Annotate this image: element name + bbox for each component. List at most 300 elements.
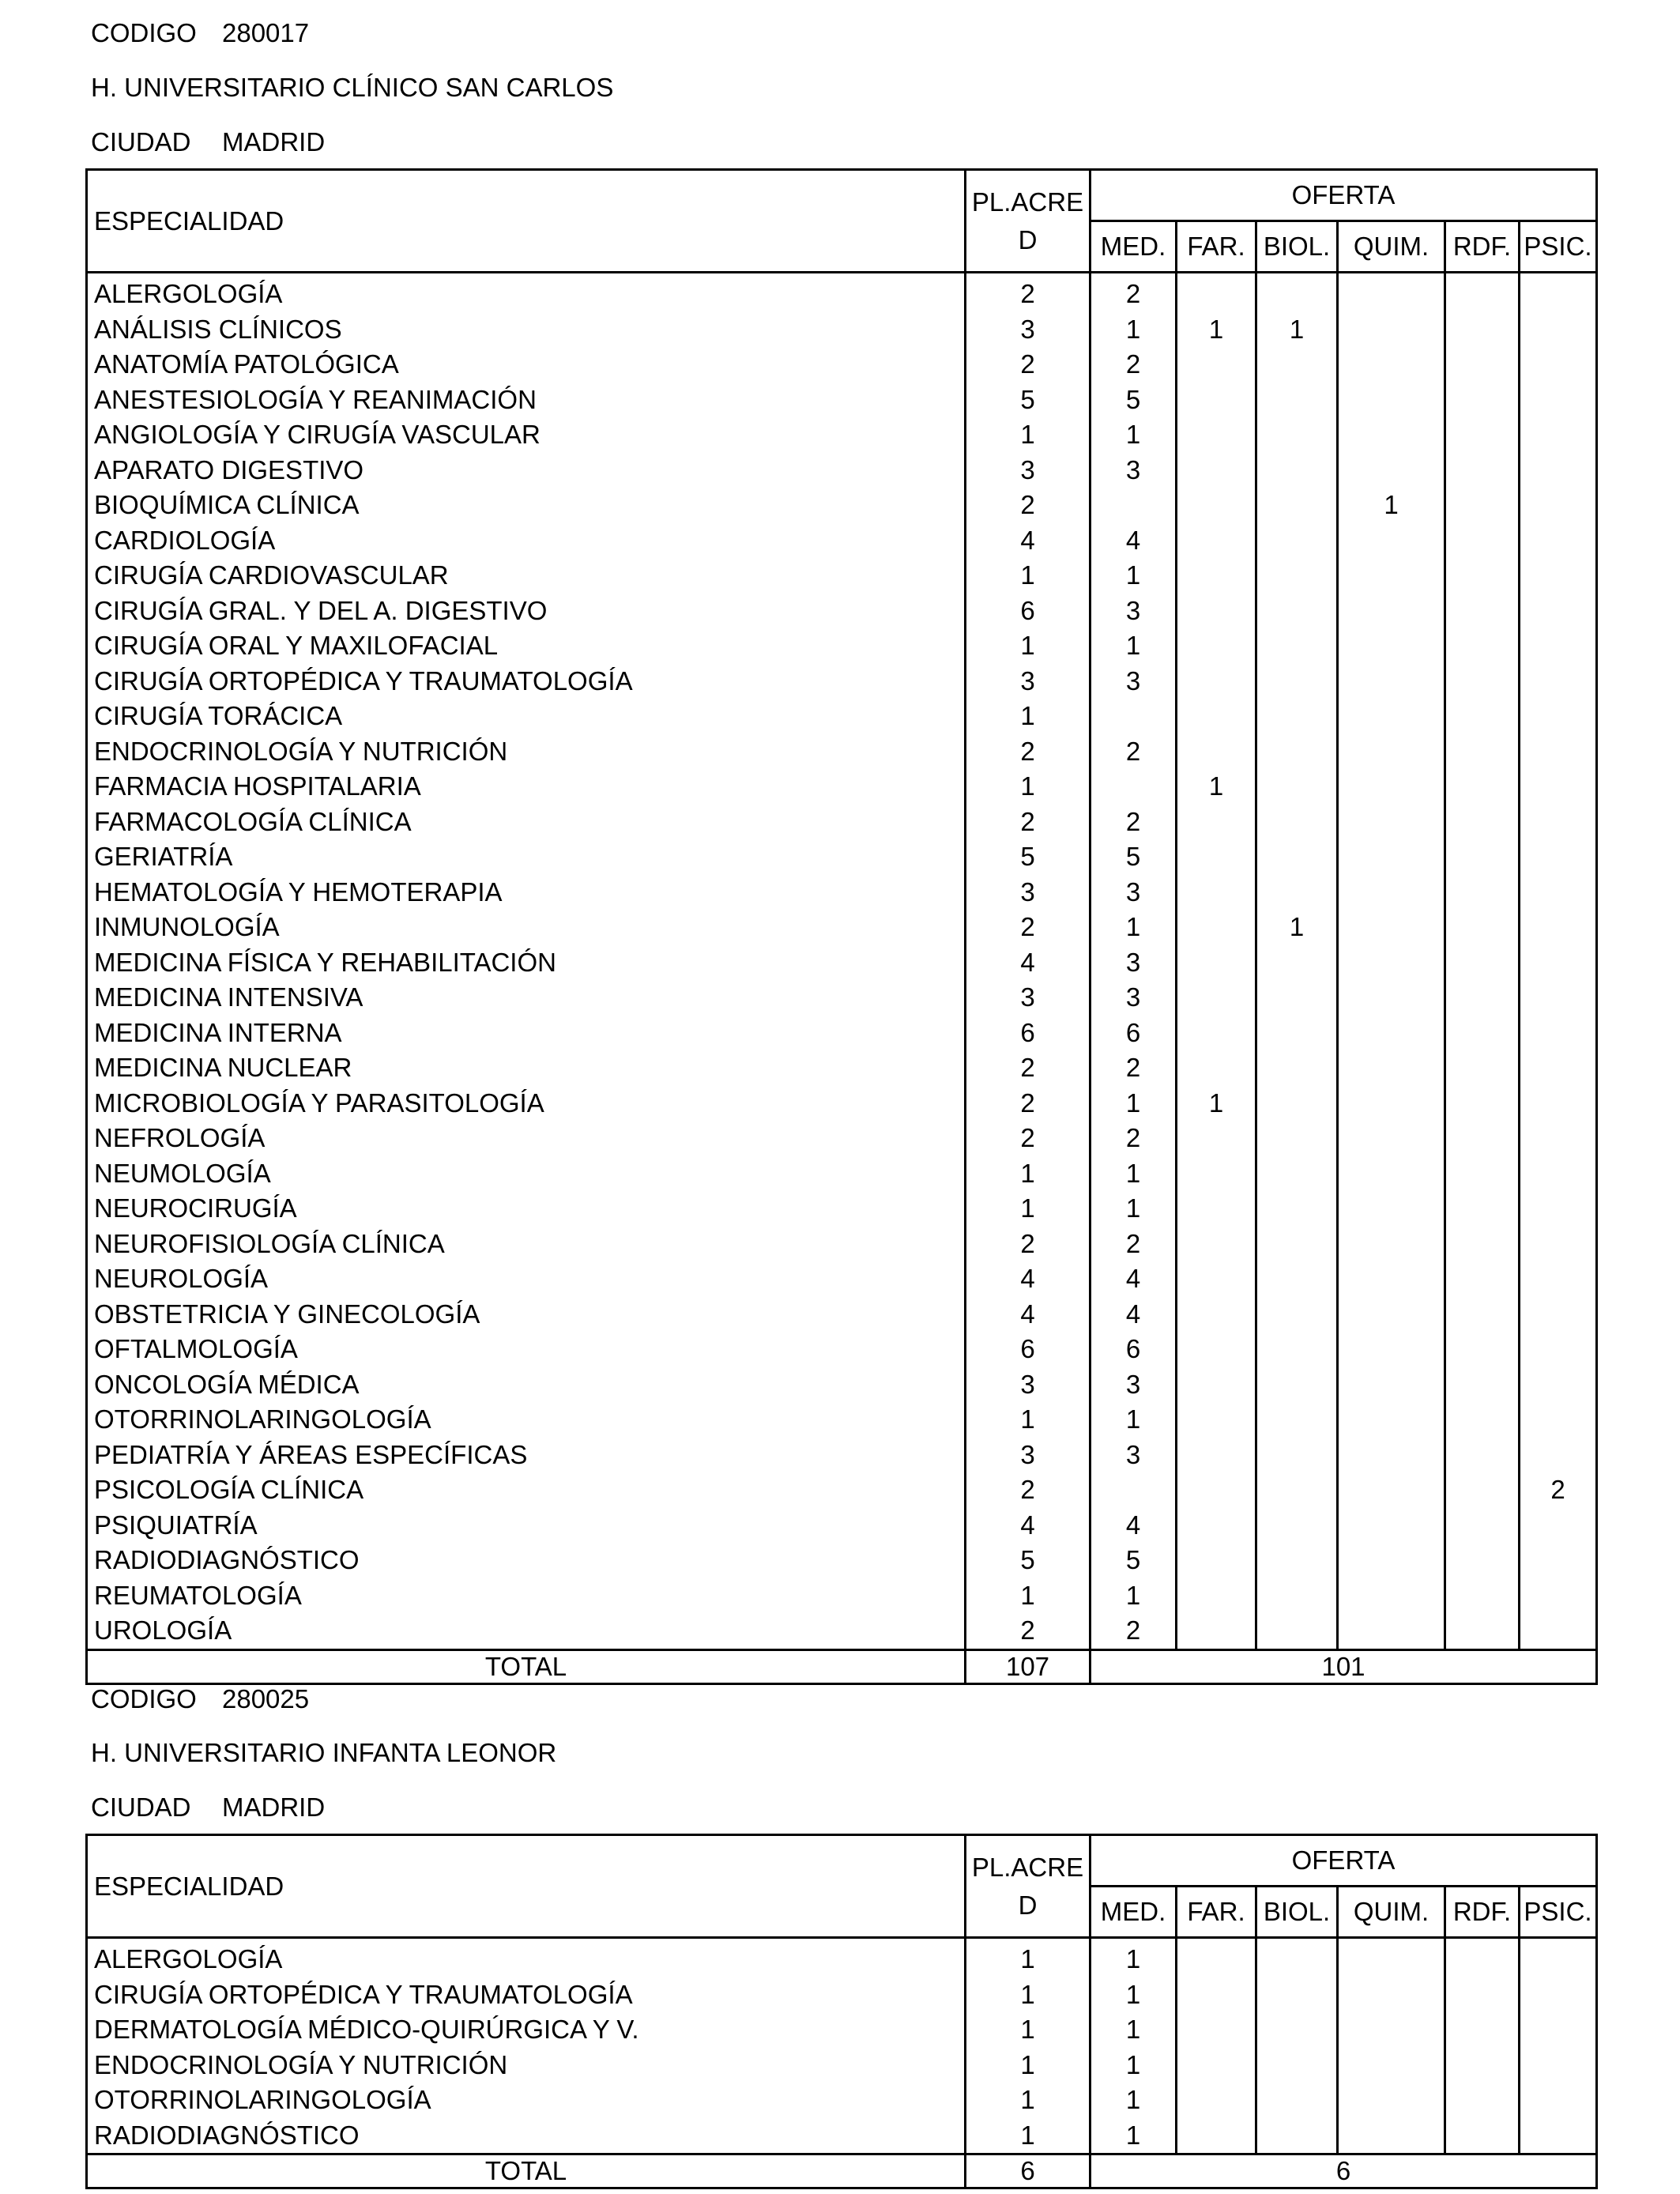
cell-rdf (1445, 769, 1520, 805)
cell-rdf (1445, 1543, 1520, 1578)
table-row (87, 2012, 1597, 2048)
cell-psic (1520, 558, 1597, 594)
cell-rdf (1445, 347, 1520, 383)
cell-especialidad: OFTALMOLOGÍA (87, 1332, 966, 1367)
cell-quim (1338, 417, 1445, 453)
ciudad-value: MADRID (222, 127, 326, 156)
table-row (87, 1402, 1597, 1438)
cell-psic (1520, 594, 1597, 629)
cell-quim (1338, 2012, 1445, 2048)
cell-psic (1520, 1613, 1597, 1649)
cell-placred: 1 (966, 2118, 1090, 2154)
cell-far (1177, 875, 1256, 910)
cell-especialidad: ENDOCRINOLOGÍA Y NUTRICIÓN (87, 2048, 966, 2083)
cell-rdf (1445, 594, 1520, 629)
cell-quim (1338, 2083, 1445, 2118)
cell-placred: 2 (966, 805, 1090, 840)
cell-psic (1520, 1938, 1597, 1977)
cell-rdf (1445, 312, 1520, 348)
cell-rdf (1445, 1367, 1520, 1403)
cell-med: 5 (1090, 383, 1177, 418)
cell-far (1177, 417, 1256, 453)
cell-placred: 6 (966, 1332, 1090, 1367)
cell-rdf (1445, 273, 1520, 312)
cell-far (1177, 1613, 1256, 1649)
table-row (87, 805, 1597, 840)
codigo-value: 280017 (222, 18, 310, 47)
cell-med: 3 (1090, 1367, 1177, 1403)
cell-especialidad: CIRUGÍA GRAL. Y DEL A. DIGESTIVO (87, 594, 966, 629)
cell-placred: 1 (966, 558, 1090, 594)
cell-placred: 1 (966, 2083, 1090, 2118)
header-biol: BIOL. (1256, 221, 1338, 273)
cell-placred: 2 (966, 734, 1090, 770)
cell-placred: 4 (966, 523, 1090, 559)
specialty-table (85, 1834, 1598, 2189)
cell-especialidad: CIRUGÍA TORÁCICA (87, 699, 966, 734)
cell-placred: 3 (966, 1367, 1090, 1403)
header-placred (966, 170, 1090, 273)
cell-placred: 5 (966, 383, 1090, 418)
cell-far (1177, 1402, 1256, 1438)
header-biol: BIOL. (1256, 1887, 1338, 1938)
header-placred-line1: PL.ACRE (971, 187, 1084, 217)
cell-far (1177, 523, 1256, 559)
cell-quim (1338, 699, 1445, 734)
cell-especialidad: GERIATRÍA (87, 839, 966, 875)
cell-quim (1338, 734, 1445, 770)
cell-quim (1338, 453, 1445, 488)
cell-placred: 3 (966, 980, 1090, 1016)
cell-med: 2 (1090, 273, 1177, 312)
cell-especialidad: REUMATOLOGÍA (87, 1578, 966, 1614)
cell-especialidad: PSICOLOGÍA CLÍNICA (87, 1472, 966, 1508)
cell-far (1177, 1938, 1256, 1977)
cell-rdf (1445, 1438, 1520, 1473)
cell-far (1177, 1332, 1256, 1367)
cell-especialidad: CARDIOLOGÍA (87, 523, 966, 559)
cell-quim (1338, 875, 1445, 910)
table-row (87, 699, 1597, 734)
cell-med: 5 (1090, 839, 1177, 875)
cell-med: 4 (1090, 523, 1177, 559)
cell-especialidad: ALERGOLOGÍA (87, 273, 966, 312)
cell-especialidad: APARATO DIGESTIVO (87, 453, 966, 488)
cell-med: 1 (1090, 1977, 1177, 2013)
cell-psic (1520, 2048, 1597, 2083)
cell-placred: 2 (966, 1613, 1090, 1649)
cell-far (1177, 980, 1256, 1016)
header-especialidad: ESPECIALIDAD (87, 170, 966, 273)
header-med: MED. (1090, 1887, 1177, 1938)
cell-placred: 2 (966, 1086, 1090, 1122)
cell-especialidad: CIRUGÍA CARDIOVASCULAR (87, 558, 966, 594)
cell-quim (1338, 1227, 1445, 1262)
cell-psic (1520, 1543, 1597, 1578)
cell-biol (1256, 980, 1338, 1016)
cell-especialidad: NEUROCIRUGÍA (87, 1191, 966, 1227)
cell-quim (1338, 1438, 1445, 1473)
cell-quim (1338, 1261, 1445, 1297)
cell-rdf (1445, 1191, 1520, 1227)
cell-quim (1338, 558, 1445, 594)
cell-psic (1520, 769, 1597, 805)
codigo-line (91, 13, 309, 53)
cell-quim (1338, 1578, 1445, 1614)
ciudad-line (91, 123, 325, 162)
cell-rdf (1445, 1613, 1520, 1649)
cell-especialidad: MICROBIOLOGÍA Y PARASITOLOGÍA (87, 1086, 966, 1122)
cell-rdf (1445, 1156, 1520, 1192)
cell-far (1177, 347, 1256, 383)
cell-quim: 1 (1338, 488, 1445, 523)
cell-psic (1520, 1578, 1597, 1614)
cell-psic (1520, 699, 1597, 734)
table-header (87, 170, 1597, 273)
cell-rdf (1445, 488, 1520, 523)
cell-biol (1256, 734, 1338, 770)
cell-placred: 1 (966, 699, 1090, 734)
cell-psic: 2 (1520, 1472, 1597, 1508)
cell-rdf (1445, 910, 1520, 945)
cell-med: 1 (1090, 312, 1177, 348)
cell-med: 2 (1090, 1613, 1177, 1649)
cell-placred: 3 (966, 312, 1090, 348)
cell-med: 1 (1090, 2012, 1177, 2048)
cell-biol (1256, 1050, 1338, 1086)
header-rdf: RDF. (1445, 221, 1520, 273)
cell-quim (1338, 1402, 1445, 1438)
cell-placred: 1 (966, 1578, 1090, 1614)
table-row (87, 1261, 1597, 1297)
cell-psic (1520, 523, 1597, 559)
cell-placred: 6 (966, 1016, 1090, 1051)
cell-med: 1 (1090, 1938, 1177, 1977)
cell-placred: 2 (966, 488, 1090, 523)
cell-rdf (1445, 1227, 1520, 1262)
cell-rdf (1445, 1016, 1520, 1051)
table-row (87, 664, 1597, 699)
cell-far (1177, 734, 1256, 770)
cell-biol (1256, 1086, 1338, 1122)
cell-biol (1256, 1508, 1338, 1544)
table-row (87, 312, 1597, 348)
table-row (87, 2118, 1597, 2154)
cell-quim (1338, 1938, 1445, 1977)
cell-especialidad: MEDICINA INTERNA (87, 1016, 966, 1051)
cell-far (1177, 453, 1256, 488)
cell-far (1177, 1367, 1256, 1403)
cell-biol (1256, 945, 1338, 981)
cell-quim (1338, 2048, 1445, 2083)
cell-placred: 4 (966, 1297, 1090, 1333)
ciudad-label: CIUDAD (91, 1793, 191, 1822)
cell-med: 2 (1090, 805, 1177, 840)
cell-rdf (1445, 805, 1520, 840)
cell-biol (1256, 1156, 1338, 1192)
cell-med: 3 (1090, 594, 1177, 629)
cell-rdf (1445, 1050, 1520, 1086)
table-row (87, 628, 1597, 664)
cell-biol (1256, 628, 1338, 664)
cell-quim (1338, 1050, 1445, 1086)
cell-biol (1256, 1261, 1338, 1297)
cell-psic (1520, 980, 1597, 1016)
cell-biol (1256, 664, 1338, 699)
cell-far: 1 (1177, 769, 1256, 805)
cell-biol (1256, 1613, 1338, 1649)
cell-especialidad: HEMATOLOGÍA Y HEMOTERAPIA (87, 875, 966, 910)
cell-quim (1338, 1543, 1445, 1578)
cell-psic (1520, 1191, 1597, 1227)
cell-med: 1 (1090, 558, 1177, 594)
table-row (87, 1508, 1597, 1544)
cell-quim (1338, 2118, 1445, 2154)
table-header (87, 1835, 1597, 1938)
table-row (87, 839, 1597, 875)
cell-quim (1338, 273, 1445, 312)
cell-rdf (1445, 2012, 1520, 2048)
cell-quim (1338, 1508, 1445, 1544)
cell-quim (1338, 594, 1445, 629)
cell-psic (1520, 734, 1597, 770)
cell-med: 3 (1090, 453, 1177, 488)
ciudad-line (91, 1788, 325, 1827)
table-row (87, 1472, 1597, 1508)
cell-biol (1256, 1297, 1338, 1333)
table-row (87, 1086, 1597, 1122)
cell-far (1177, 1121, 1256, 1156)
cell-med: 6 (1090, 1332, 1177, 1367)
cell-biol: 1 (1256, 910, 1338, 945)
cell-far (1177, 699, 1256, 734)
cell-placred: 2 (966, 1050, 1090, 1086)
cell-especialidad: MEDICINA INTENSIVA (87, 980, 966, 1016)
cell-psic (1520, 1402, 1597, 1438)
cell-biol (1256, 1472, 1338, 1508)
cell-psic (1520, 347, 1597, 383)
cell-quim (1338, 1977, 1445, 2013)
cell-far (1177, 2118, 1256, 2154)
cell-biol (1256, 839, 1338, 875)
cell-placred: 3 (966, 1438, 1090, 1473)
cell-rdf (1445, 1121, 1520, 1156)
table-row (87, 1050, 1597, 1086)
cell-far (1177, 839, 1256, 875)
table-row (87, 980, 1597, 1016)
cell-far (1177, 383, 1256, 418)
cell-placred: 1 (966, 417, 1090, 453)
cell-psic (1520, 1977, 1597, 2013)
cell-med: 1 (1090, 1086, 1177, 1122)
cell-placred: 2 (966, 1227, 1090, 1262)
cell-especialidad: ENDOCRINOLOGÍA Y NUTRICIÓN (87, 734, 966, 770)
cell-especialidad: MEDICINA NUCLEAR (87, 1050, 966, 1086)
cell-psic (1520, 312, 1597, 348)
table-row (87, 1227, 1597, 1262)
table-row (87, 594, 1597, 629)
cell-biol (1256, 769, 1338, 805)
cell-placred: 4 (966, 1261, 1090, 1297)
table-row (87, 1297, 1597, 1333)
cell-med: 5 (1090, 1543, 1177, 1578)
cell-quim (1338, 664, 1445, 699)
cell-biol (1256, 273, 1338, 312)
cell-biol (1256, 417, 1338, 453)
table-row (87, 273, 1597, 312)
total-oferta: 6 (1090, 2154, 1597, 2188)
cell-especialidad: CIRUGÍA ORAL Y MAXILOFACIAL (87, 628, 966, 664)
cell-quim (1338, 1332, 1445, 1367)
cell-biol (1256, 594, 1338, 629)
cell-especialidad: ANÁLISIS CLÍNICOS (87, 312, 966, 348)
cell-far (1177, 1191, 1256, 1227)
cell-quim (1338, 1121, 1445, 1156)
cell-especialidad: FARMACIA HOSPITALARIA (87, 769, 966, 805)
cell-med: 1 (1090, 1578, 1177, 1614)
cell-rdf (1445, 664, 1520, 699)
cell-far (1177, 488, 1256, 523)
header-placred-line1: PL.ACRE (971, 1852, 1084, 1882)
hospital-name: H. UNIVERSITARIO CLÍNICO SAN CARLOS (91, 73, 614, 102)
cell-biol (1256, 1438, 1338, 1473)
cell-med: 2 (1090, 1227, 1177, 1262)
cell-placred: 2 (966, 1472, 1090, 1508)
cell-rdf (1445, 417, 1520, 453)
cell-especialidad: CIRUGÍA ORTOPÉDICA Y TRAUMATOLOGÍA (87, 1977, 966, 2013)
cell-far (1177, 1508, 1256, 1544)
cell-far (1177, 628, 1256, 664)
cell-far (1177, 2048, 1256, 2083)
cell-psic (1520, 1050, 1597, 1086)
cell-med: 2 (1090, 1121, 1177, 1156)
ciudad-value: MADRID (222, 1793, 326, 1822)
cell-biol (1256, 523, 1338, 559)
cell-especialidad: RADIODIAGNÓSTICO (87, 1543, 966, 1578)
cell-especialidad: OBSTETRICIA Y GINECOLOGÍA (87, 1297, 966, 1333)
table-row (87, 1191, 1597, 1227)
cell-psic (1520, 1156, 1597, 1192)
cell-biol (1256, 1332, 1338, 1367)
cell-far (1177, 910, 1256, 945)
cell-especialidad: ALERGOLOGÍA (87, 1938, 966, 1977)
header-psic: PSIC. (1520, 1887, 1597, 1938)
cell-med: 3 (1090, 664, 1177, 699)
cell-biol: 1 (1256, 312, 1338, 348)
cell-placred: 4 (966, 945, 1090, 981)
cell-placred: 2 (966, 273, 1090, 312)
cell-psic (1520, 2118, 1597, 2154)
cell-med: 3 (1090, 1438, 1177, 1473)
cell-rdf (1445, 1472, 1520, 1508)
cell-psic (1520, 1261, 1597, 1297)
cell-placred: 2 (966, 347, 1090, 383)
header-quim: QUIM. (1338, 1887, 1445, 1938)
cell-placred: 1 (966, 1402, 1090, 1438)
cell-biol (1256, 2118, 1338, 2154)
table-row (87, 1156, 1597, 1192)
header-far: FAR. (1177, 1887, 1256, 1938)
cell-rdf (1445, 1977, 1520, 2013)
cell-placred: 5 (966, 839, 1090, 875)
cell-far (1177, 558, 1256, 594)
cell-quim (1338, 1156, 1445, 1192)
cell-rdf (1445, 2083, 1520, 2118)
cell-med: 1 (1090, 2048, 1177, 2083)
cell-far (1177, 1438, 1256, 1473)
cell-placred: 1 (966, 1191, 1090, 1227)
cell-especialidad: ANESTESIOLOGÍA Y REANIMACIÓN (87, 383, 966, 418)
cell-placred: 5 (966, 1543, 1090, 1578)
header-far: FAR. (1177, 221, 1256, 273)
table-row (87, 383, 1597, 418)
cell-biol (1256, 2083, 1338, 2118)
cell-far (1177, 2083, 1256, 2118)
cell-psic (1520, 488, 1597, 523)
cell-especialidad: OTORRINOLARINGOLOGÍA (87, 2083, 966, 2118)
cell-placred: 1 (966, 2048, 1090, 2083)
header-rdf: RDF. (1445, 1887, 1520, 1938)
cell-med: 2 (1090, 734, 1177, 770)
cell-biol (1256, 1191, 1338, 1227)
cell-biol (1256, 1016, 1338, 1051)
cell-especialidad: ANGIOLOGÍA Y CIRUGÍA VASCULAR (87, 417, 966, 453)
codigo-line (91, 1679, 309, 1719)
cell-placred: 4 (966, 1508, 1090, 1544)
cell-med: 2 (1090, 347, 1177, 383)
cell-rdf (1445, 875, 1520, 910)
cell-rdf (1445, 558, 1520, 594)
cell-far (1177, 1261, 1256, 1297)
table-row (87, 875, 1597, 910)
cell-med: 3 (1090, 875, 1177, 910)
codigo-value: 280025 (222, 1684, 310, 1713)
cell-biol (1256, 1977, 1338, 2013)
cell-biol (1256, 488, 1338, 523)
cell-med (1090, 1472, 1177, 1508)
cell-quim (1338, 347, 1445, 383)
cell-psic (1520, 1121, 1597, 1156)
cell-quim (1338, 769, 1445, 805)
total-row (87, 1649, 1597, 1683)
cell-quim (1338, 805, 1445, 840)
cell-quim (1338, 1191, 1445, 1227)
cell-especialidad: OTORRINOLARINGOLOGÍA (87, 1402, 966, 1438)
cell-med: 4 (1090, 1297, 1177, 1333)
cell-rdf (1445, 1086, 1520, 1122)
cell-biol (1256, 875, 1338, 910)
cell-psic (1520, 1227, 1597, 1262)
table-row (87, 1578, 1597, 1614)
cell-psic (1520, 910, 1597, 945)
cell-rdf (1445, 1402, 1520, 1438)
specialty-table (85, 168, 1598, 1685)
cell-med (1090, 769, 1177, 805)
cell-biol (1256, 1121, 1338, 1156)
cell-especialidad: DERMATOLOGÍA MÉDICO-QUIRÚRGICA Y V. (87, 2012, 966, 2048)
cell-med: 3 (1090, 945, 1177, 981)
header-psic: PSIC. (1520, 221, 1597, 273)
cell-far (1177, 1156, 1256, 1192)
table-row (87, 417, 1597, 453)
cell-especialidad: INMUNOLOGÍA (87, 910, 966, 945)
cell-med: 1 (1090, 417, 1177, 453)
cell-biol (1256, 2012, 1338, 2048)
table-row (87, 1438, 1597, 1473)
cell-med: 3 (1090, 980, 1177, 1016)
codigo-label: CODIGO (91, 18, 197, 47)
cell-quim (1338, 945, 1445, 981)
